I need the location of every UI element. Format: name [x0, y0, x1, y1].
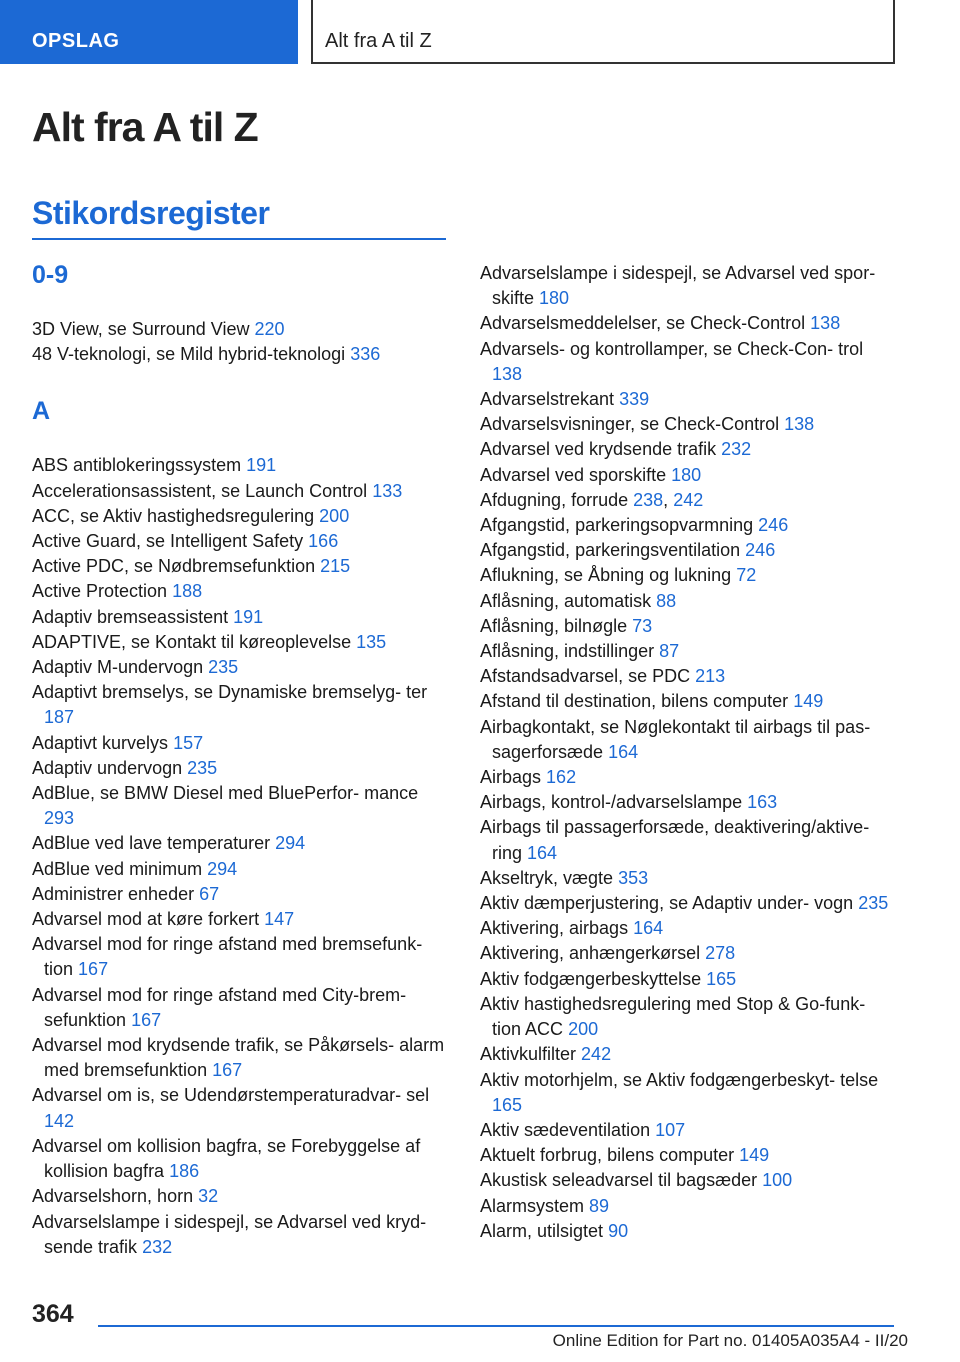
page-reference-link[interactable]: 294	[207, 858, 238, 879]
index-entry-text: Adaptiv bremseassistent	[32, 606, 229, 627]
page-title: Alt fra A til Z	[32, 104, 258, 150]
index-entry	[480, 1143, 898, 1168]
index-entry	[480, 261, 898, 311]
index-entry-text: Accelerationsassistent, se Launch Control	[32, 480, 368, 501]
page-reference-link[interactable]: 339	[619, 389, 650, 410]
index-entry	[480, 639, 898, 664]
page-reference-link[interactable]: 163	[747, 792, 778, 813]
index-entry	[32, 831, 450, 856]
index-entry	[480, 1068, 898, 1118]
index-entry	[480, 337, 898, 387]
index-entry-text: Aktivering, anhængerkørsel	[480, 943, 701, 964]
page-reference-link[interactable]: 138	[492, 363, 523, 384]
page-reference-link[interactable]: 213	[695, 666, 726, 687]
page-reference-link[interactable]: 164	[527, 842, 558, 863]
page-reference-link[interactable]: 246	[758, 515, 789, 536]
page-reference-link[interactable]: 167	[131, 1009, 162, 1030]
header-section-tab: OPSLAG	[0, 0, 298, 64]
index-entry-text: Afstand til destination, bilens computer	[480, 691, 789, 712]
page-reference-link[interactable]: 336	[350, 344, 381, 365]
page-reference-link[interactable]: 133	[372, 480, 403, 501]
index-entry	[32, 857, 450, 882]
index-entry	[32, 680, 450, 730]
index-entry	[32, 756, 450, 781]
page-reference-link[interactable]: 180	[539, 288, 570, 309]
section-divider	[32, 238, 446, 240]
page-reference-link[interactable]: 107	[655, 1119, 686, 1140]
index-entry	[480, 412, 898, 437]
index-entry-text: ABS antiblokeringssystem	[32, 455, 242, 476]
index-entry-text: Afgangstid, parkeringsventilation	[480, 540, 741, 561]
index-entry	[480, 916, 898, 941]
page-reference-link[interactable]: 138	[810, 313, 841, 334]
page-reference-link[interactable]: 232	[142, 1236, 173, 1257]
page-reference-link[interactable]: 180	[671, 464, 702, 485]
index-entry-text: Advarsels- og kontrollamper, se Check-Con- trol	[480, 338, 864, 359]
index-entry-text: Aktiv dæmperjustering, se Adaptiv under- vogn	[480, 893, 854, 914]
index-entry	[480, 437, 898, 462]
page-reference-link[interactable]: 90	[608, 1220, 629, 1241]
index-entry	[32, 932, 450, 982]
page-reference-link[interactable]: 294	[275, 833, 306, 854]
page-reference-link[interactable]: 186	[169, 1161, 200, 1182]
page-reference-link[interactable]: 293	[44, 808, 75, 829]
index-entry-text: Adaptivt kurvelys	[32, 732, 169, 753]
page-reference-link[interactable]: 72	[736, 565, 757, 586]
index-entry	[480, 1118, 898, 1143]
index-entry	[32, 1210, 450, 1260]
index-entry-text: Alarmsystem	[480, 1195, 585, 1216]
index-entry-text: Advarsel mod krydsende trafik, se Påkørsels- alarm med bremsefunktion	[32, 1035, 445, 1081]
index-entry	[32, 1083, 450, 1133]
index-entry-text: Alarm, utilsigtet	[480, 1220, 604, 1241]
index-entry-text: Aktiv hastighedsregulering med Stop & Go-funk- tion ACC	[480, 993, 866, 1040]
page-reference-link[interactable]: 165	[492, 1094, 523, 1115]
index-entry	[32, 529, 450, 554]
index-entry-text: Active Guard, se Intelligent Safety	[32, 531, 304, 552]
page-reference-link[interactable]: 215	[320, 556, 351, 577]
page-number: 364	[32, 1300, 74, 1328]
index-column-left	[32, 261, 450, 1260]
page-reference-link[interactable]: 191	[233, 606, 264, 627]
page-reference-link[interactable]: 165	[706, 968, 737, 989]
page-reference-link[interactable]: 187	[44, 707, 75, 728]
page-reference-link[interactable]: 166	[308, 531, 339, 552]
index-entry-text: Aflåsning, automatisk	[480, 590, 652, 611]
index-entry-text: Afdugning, forrude	[480, 489, 629, 510]
index-entry	[480, 891, 898, 916]
page-reference-link[interactable]: 135	[356, 631, 387, 652]
page-reference-link[interactable]: 147	[264, 909, 295, 930]
index-entry	[32, 655, 450, 680]
index-entry	[480, 513, 898, 538]
index-entry-text: Adaptiv M-undervogn	[32, 657, 204, 678]
page-reference-link[interactable]: 149	[739, 1145, 770, 1166]
page-reference-link[interactable]: 353	[618, 867, 649, 888]
page-reference-link[interactable]: 220	[254, 319, 285, 339]
page-reference-link[interactable]: 278	[705, 943, 736, 964]
page-reference-link[interactable]: 200	[319, 505, 350, 526]
index-entry-text: Airbags til passagerforsæde, deaktivering/aktive- ring	[480, 817, 870, 863]
page-reference-link[interactable]: 164	[633, 918, 664, 939]
index-entry-text: ADAPTIVE, se Kontakt til køreoplevelse	[32, 631, 352, 652]
index-entry	[480, 815, 898, 865]
index-entry-text: Advarsel ved krydsende trafik	[480, 439, 717, 460]
page-reference-link[interactable]: 167	[78, 959, 109, 980]
index-entry-text: Airbagkontakt, se Nøglekontakt til airbags til pas- sagerforsæde	[480, 716, 871, 762]
page-reference-link[interactable]: 235	[187, 757, 218, 778]
page-reference-link[interactable]: 191	[246, 455, 277, 476]
header-chapter-title: Alt fra A til Z	[311, 0, 895, 64]
page-reference-link[interactable]: 242	[673, 489, 704, 510]
index-entry	[480, 1219, 898, 1244]
page-reference-link[interactable]: 88	[656, 590, 677, 611]
page-reference-link[interactable]: 162	[546, 767, 577, 788]
footer-edition-text: Online Edition for Part no. 01405A035A4 - II/20	[552, 1331, 908, 1350]
index-entry-text: Airbags	[480, 767, 542, 788]
index-entry	[480, 589, 898, 614]
page-reference-link[interactable]: 242	[581, 1044, 612, 1065]
index-entry	[480, 715, 898, 765]
page-reference-link[interactable]: 188	[172, 581, 203, 602]
page-reference-link[interactable]: 149	[793, 691, 824, 712]
index-entry-text: AdBlue ved minimum	[32, 858, 203, 879]
index-entry-text: Aktiv sædeventilation	[480, 1119, 651, 1140]
index-entry-text: Aktuelt forbrug, bilens computer	[480, 1145, 735, 1166]
page-reference-link[interactable]: 142	[44, 1110, 75, 1131]
index-entry-text: Akustisk seleadvarsel til bagsæder	[480, 1170, 758, 1191]
index-entry	[480, 992, 898, 1042]
index-entry-text: Afstandsadvarsel, se PDC	[480, 666, 691, 687]
index-entry-text: Aflåsning, bilnøgle	[480, 615, 628, 636]
index-entry-text: Aflukning, se Åbning og lukning	[480, 565, 732, 586]
index-entry	[480, 765, 898, 790]
index-letter-heading: A	[32, 397, 51, 426]
index-entry	[480, 614, 898, 639]
index-entry	[32, 1033, 450, 1083]
page-reference-link[interactable]: 89	[589, 1195, 610, 1216]
index-entry	[480, 1042, 898, 1067]
page-reference-link[interactable]: 238	[633, 489, 664, 510]
section-title: Stikordsregister	[32, 195, 270, 231]
index-entry-text: Advarsel ved sporskifte	[480, 464, 667, 485]
index-entry-text: Advarsel mod at køre forkert	[32, 909, 260, 930]
index-entry	[32, 882, 450, 907]
index-entry-text: Aflåsning, indstillinger	[480, 641, 655, 662]
index-entry-text: Adaptivt bremselys, se Dynamiske bremselyg- ter	[32, 682, 428, 703]
index-entry-text: Airbags, kontrol-/advarselslampe	[480, 792, 743, 813]
index-entry-text: Advarselslampe i sidespejl, se Advarsel ved spor- skifte	[480, 263, 876, 309]
index-entry	[480, 1168, 898, 1193]
index-entry	[32, 579, 450, 604]
index-entry	[480, 790, 898, 815]
index-entry	[32, 453, 450, 478]
index-entry-text: Aktivkulfilter	[480, 1044, 577, 1065]
index-entry-text: Advarselsvisninger, se Check-Control	[480, 414, 780, 435]
index-entry-text: Aktivering, airbags	[480, 918, 629, 939]
page-reference-link[interactable]: 164	[608, 741, 639, 762]
page-reference-link[interactable]: 100	[762, 1170, 793, 1191]
footer-divider	[98, 1325, 894, 1327]
index-entry-text: Advarselstrekant	[480, 389, 615, 410]
page-reference-link[interactable]: 200	[568, 1019, 599, 1040]
index-entry-text: 48 V-teknologi, se Mild hybrid-teknologi	[32, 344, 346, 365]
index-entry	[480, 311, 898, 336]
index-entry	[480, 941, 898, 966]
index-entry-text: ACC, se Aktiv hastighedsregulering	[32, 505, 315, 526]
index-entry	[32, 731, 450, 756]
index-entry	[480, 538, 898, 563]
index-entry-text: Advarsel om kollision bagfra, se Forebyggelse af kollision bagfra	[32, 1135, 421, 1182]
index-entry	[480, 1194, 898, 1219]
index-entry	[32, 1184, 450, 1209]
index-entry	[32, 554, 450, 579]
index-entry-text: Advarselshorn, horn	[32, 1186, 194, 1207]
page-reference-link[interactable]: 235	[208, 657, 239, 678]
index-entry-text: AdBlue ved lave temperaturer	[32, 833, 271, 854]
page-reference-link[interactable]: 138	[784, 414, 815, 435]
page-reference-link[interactable]: 157	[173, 732, 204, 753]
index-entry-text: Active Protection	[32, 581, 168, 602]
index-entry	[32, 983, 450, 1033]
index-entry	[480, 689, 898, 714]
index-entry-text: Aktiv motorhjelm, se Aktiv fodgængerbeskyt- telse	[480, 1069, 879, 1090]
page-reference-link[interactable]: 167	[212, 1060, 243, 1081]
index-entry-text: Advarsel mod for ringe afstand med City-brem- sefunktion	[32, 984, 407, 1030]
index-entry-text: Afgangstid, parkeringsopvarmning	[480, 515, 754, 536]
index-entry-text: AdBlue, se BMW Diesel med BluePerfor- mance	[32, 783, 419, 804]
index-entry	[32, 1134, 450, 1184]
index-entry	[32, 907, 450, 932]
index-entry-text: 3D View, se Surround View	[32, 319, 250, 339]
index-column-right	[480, 261, 898, 1244]
index-entry	[32, 605, 450, 630]
index-entry-text: Akseltryk, vægte	[480, 867, 614, 888]
index-entry-text: Aktiv fodgængerbeskyttelse	[480, 968, 702, 989]
index-entry: Afdugning, forrude 238, 242	[480, 489, 704, 510]
index-entry	[32, 342, 450, 367]
index-entry-text: Advarsel mod for ringe afstand med bremsefunk- tion	[32, 934, 423, 980]
page-reference-link[interactable]: 32	[198, 1186, 219, 1207]
index-entry	[480, 866, 898, 891]
index-entry	[32, 781, 450, 831]
page-reference-link[interactable]: 87	[659, 641, 680, 662]
index-entry-text: Adaptiv undervogn	[32, 757, 183, 778]
page-reference-link[interactable]: 67	[199, 883, 220, 904]
index-entry	[32, 504, 450, 529]
page-reference-link[interactable]: 246	[745, 540, 776, 561]
index-entry	[480, 463, 898, 488]
index-entry-text: Advarselslampe i sidespejl, se Advarsel ved kryd- sende trafik	[32, 1211, 427, 1257]
index-entry-text: Advarselsmeddelelser, se Check-Control	[480, 313, 806, 334]
index-entry	[480, 967, 898, 992]
index-entry-text: Administrer enheder	[32, 883, 195, 904]
index-entry	[32, 479, 450, 504]
index-entry-text: Advarsel om is, se Udendørstemperaturadvar- sel	[32, 1085, 430, 1106]
page-reference-link[interactable]: 235	[858, 893, 889, 914]
page-reference-link[interactable]: 232	[721, 439, 752, 460]
index-entry	[480, 563, 898, 588]
index-letter-heading: 0-9	[32, 261, 69, 289]
index-entry	[480, 664, 898, 689]
index-entry	[480, 387, 898, 412]
index-entry	[32, 317, 450, 342]
index-entry-text: Active PDC, se Nødbremsefunktion	[32, 556, 316, 577]
index-entry	[32, 630, 450, 655]
page-reference-link[interactable]: 73	[632, 615, 653, 636]
